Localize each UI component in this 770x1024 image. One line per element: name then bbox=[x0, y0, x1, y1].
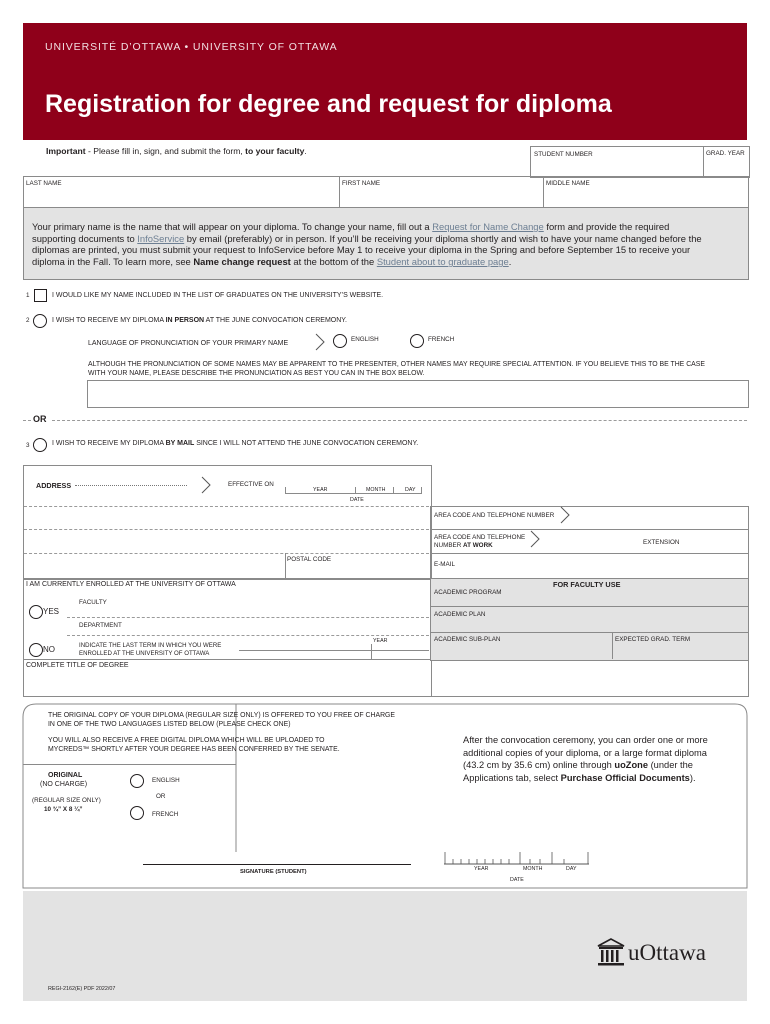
postal-code-field[interactable]: POSTAL CODE bbox=[287, 556, 332, 563]
signature-line[interactable] bbox=[143, 864, 411, 865]
signature-label: SIGNATURE (STUDENT) bbox=[240, 869, 307, 875]
option3-label: I WISH TO RECEIVE MY DIPLOMA BY MAIL SINCE I WILL NOT ATTEND THE JUNE CONVOCATION CEREMONY. bbox=[52, 440, 419, 447]
in-person-radio[interactable] bbox=[33, 314, 47, 328]
chevron-right-icon bbox=[560, 506, 570, 524]
option1-label: I WOULD LIKE MY NAME INCLUDED IN THE LIST OF GRADUATES ON THE UNIVERSITY’S WEBSITE. bbox=[52, 292, 384, 299]
chevron-right-icon bbox=[530, 530, 540, 548]
academic-program-field: ACADEMIC PROGRAM bbox=[434, 589, 502, 596]
academic-plan-field: ACADEMIC PLAN bbox=[434, 611, 486, 618]
infoservice-link[interactable]: InfoService bbox=[137, 232, 185, 244]
pronunciation-input[interactable] bbox=[87, 380, 749, 408]
department-field[interactable]: DEPARTMENT bbox=[79, 622, 122, 629]
middle-name-field[interactable]: MIDDLE NAME bbox=[546, 180, 590, 187]
french-pronunciation-radio[interactable] bbox=[410, 334, 424, 348]
option2-label: I WISH TO RECEIVE MY DIPLOMA IN PERSON AT THE JUNE CONVOCATION CEREMONY. bbox=[52, 317, 347, 324]
pronunciation-note: ALTHOUGH THE PRONUNCIATION OF SOME NAMES MAY BE APPARENT TO THE PRESENTER, OTHER NAMES MAY REQUIRE SPECIAL ATTENTION. IF YOU BELIEVE THIS TO BE THE CASE WITH YOUR NAME, PLEASE DESCRIBE THE PRONUNCIATION AS BEST YOU CAN IN THE BOX BELOW. bbox=[88, 361, 705, 377]
email-field[interactable]: E-MAIL bbox=[434, 561, 455, 568]
degree-title-field[interactable]: COMPLETE TITLE OF DEGREE bbox=[26, 662, 129, 669]
academic-subplan-field: ACADEMIC SUB-PLAN bbox=[434, 636, 501, 643]
form-title: Registration for degree and request for diploma bbox=[45, 90, 612, 118]
grad-year-field[interactable]: GRAD. YEAR bbox=[706, 150, 745, 157]
uottawa-logo: uOttawa bbox=[628, 940, 706, 965]
or-divider: OR bbox=[33, 414, 47, 424]
form-code: REGI-2162(E) PDF 2022/07 bbox=[48, 986, 116, 992]
diploma-french-radio[interactable] bbox=[130, 806, 144, 820]
first-name-field[interactable]: FIRST NAME bbox=[342, 180, 381, 187]
diploma-english-radio[interactable] bbox=[130, 774, 144, 788]
uottawa-building-icon bbox=[596, 938, 626, 968]
expected-term-field: EXPECTED GRAD. TERM bbox=[615, 636, 691, 643]
enrolled-no-radio[interactable] bbox=[29, 643, 43, 657]
enrolled-yes-radio[interactable] bbox=[29, 605, 43, 619]
pronunciation-language-label: LANGUAGE OF PRONUNCIATION OF YOUR PRIMARY NAME bbox=[88, 340, 289, 347]
work-phone-field[interactable]: AREA CODE AND TELEPHONE NUMBER AT WORK bbox=[434, 534, 526, 549]
chevron-right-icon bbox=[315, 333, 325, 351]
extension-field[interactable]: EXTENSION bbox=[643, 539, 680, 546]
diploma-section-frame bbox=[22, 703, 749, 891]
effective-on-label: EFFECTIVE ON bbox=[228, 481, 274, 488]
by-mail-radio[interactable] bbox=[33, 438, 47, 452]
address-label: ADDRESS bbox=[36, 481, 72, 490]
chevron-right-icon bbox=[201, 476, 211, 494]
website-list-checkbox[interactable] bbox=[34, 289, 47, 302]
name-row bbox=[23, 176, 749, 209]
header-banner bbox=[23, 23, 747, 140]
faculty-field[interactable]: FACULTY bbox=[79, 599, 107, 606]
english-pronunciation-radio[interactable] bbox=[333, 334, 347, 348]
important-note: Important - Please fill in, sign, and submit the form, to your faculty. bbox=[46, 146, 307, 156]
diploma-offer-text: THE ORIGINAL COPY OF YOUR DIPLOMA (REGULAR SIZE ONLY) IS OFFERED TO YOU FREE OF CHARGE IN ONE OF THE TWO LANGUAGES LISTED BELOW (PLEASE CHECK ONE) bbox=[48, 712, 396, 728]
phone-field[interactable]: AREA CODE AND TELEPHONE NUMBER bbox=[434, 512, 555, 519]
date-ruler bbox=[444, 850, 590, 866]
last-name-field[interactable]: LAST NAME bbox=[26, 180, 62, 187]
university-name: UNIVERSITÉ D’OTTAWA • UNIVERSITY OF OTTAWA bbox=[45, 41, 338, 53]
student-number-field[interactable]: STUDENT NUMBER bbox=[530, 146, 750, 178]
degree-title-box[interactable] bbox=[23, 659, 749, 697]
digital-diploma-text: YOU WILL ALSO RECEIVE A FREE DIGITAL DIPLOMA WHICH WILL BE UPLOADED TO MYCREDS™ SHORTLY AFTER YOUR DEGREE HAS BEEN CONFERRED BY THE SENATE. bbox=[48, 737, 340, 753]
enrolled-label: I AM CURRENTLY ENROLLED AT THE UNIVERSITY OF OTTAWA bbox=[26, 581, 236, 588]
name-info-text: Your primary name is the name that will appear on your diploma. To change your name, fill out a Request for Name Change form and provide the required supporting documents to InfoService by email (preferably) or in person. If you’ll be receiving your diploma shortly and wish to have your name changed before the diplomas are printed, you must submit your request to InfoService before May 1 to receive your diploma in the Spring and before September 15 to receive your diploma in the Fall. To learn more, see Name change request at the bottom of the Student about to graduate page. bbox=[32, 221, 702, 268]
graduate-page-link[interactable]: Student about to graduate page bbox=[376, 256, 509, 268]
faculty-use-title: FOR FACULTY USE bbox=[553, 580, 621, 589]
last-term-label: INDICATE THE LAST TERM IN WHICH YOU WERE ENROLLED AT THE UNIVERSITY OF OTTAWA bbox=[79, 642, 222, 657]
additional-copies-info: After the convocation ceremony, you can order one or more additional copies of your diploma, or a large format diploma (43.2 cm by 35.6 cm) online through uoZone (under the Applications tab, select Purchase Official Documents). bbox=[463, 735, 708, 783]
name-change-link[interactable]: Request for Name Change bbox=[432, 221, 544, 232]
name-info-box bbox=[23, 207, 749, 280]
